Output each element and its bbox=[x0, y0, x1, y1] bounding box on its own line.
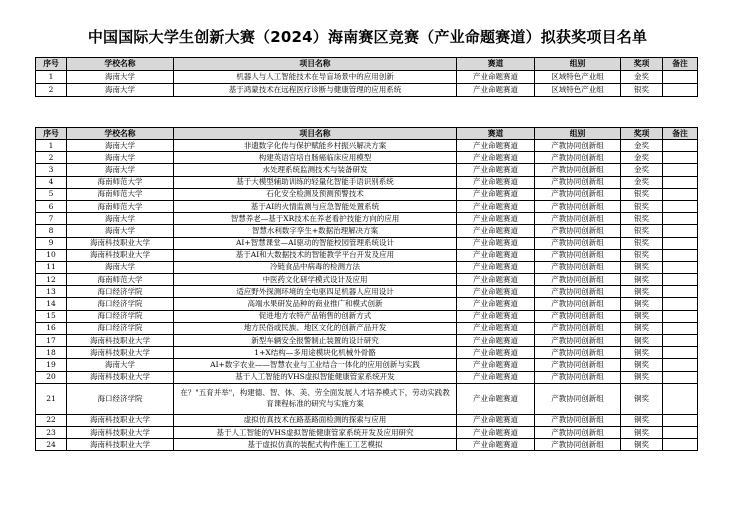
cell-track: 产业命题赛道 bbox=[457, 152, 535, 164]
cell-no: 2 bbox=[36, 152, 67, 164]
page-title: 中国国际大学生创新大赛（2024）海南赛区竞赛（产业命题赛道）拟获奖项目名单 bbox=[87, 28, 648, 46]
cell-group: 产教协同创新组 bbox=[535, 164, 621, 176]
table-row bbox=[36, 347, 698, 359]
cell-no: 24 bbox=[36, 439, 67, 451]
cell-school: 海口经济学院 bbox=[67, 298, 174, 310]
cell-group: 区域特色产业组 bbox=[535, 84, 621, 97]
cell-track: 产业命题赛道 bbox=[457, 322, 535, 334]
header-note: 备注 bbox=[663, 58, 698, 71]
cell-project: 智慧水利数字孪生+数据治理解决方案 bbox=[174, 225, 457, 237]
cell-award: 铜奖 bbox=[621, 383, 663, 414]
cell-note bbox=[663, 383, 698, 414]
header-school: 学校名称 bbox=[67, 58, 174, 71]
cell-no: 18 bbox=[36, 347, 67, 359]
cell-school: 海口经济学院 bbox=[67, 383, 174, 414]
table-row bbox=[36, 298, 698, 310]
cell-track: 产业命题赛道 bbox=[457, 140, 535, 152]
cell-group: 产教协同创新组 bbox=[535, 176, 621, 188]
table-row bbox=[36, 188, 698, 200]
cell-award: 金奖 bbox=[621, 152, 663, 164]
cell-project: 冷链食品中病毒的检测方法 bbox=[174, 261, 457, 273]
cell-group: 产教协同创新组 bbox=[535, 188, 621, 200]
cell-note bbox=[663, 371, 698, 383]
cell-school: 海口经济学院 bbox=[67, 322, 174, 334]
table-row bbox=[36, 176, 698, 188]
cell-group: 产教协同创新组 bbox=[535, 140, 621, 152]
cell-track: 产业命题赛道 bbox=[457, 84, 535, 97]
cell-note bbox=[663, 414, 698, 426]
table-header-row bbox=[36, 58, 698, 71]
cell-track: 产业命题赛道 bbox=[457, 237, 535, 249]
cell-award: 金奖 bbox=[621, 176, 663, 188]
cell-track: 产业命题赛道 bbox=[457, 188, 535, 200]
cell-group: 产教协同创新组 bbox=[535, 225, 621, 237]
header-project: 项目名称 bbox=[174, 58, 457, 71]
cell-award: 银奖 bbox=[621, 213, 663, 225]
cell-note bbox=[663, 71, 698, 84]
cell-track: 产业命题赛道 bbox=[457, 383, 535, 414]
cell-project: 基于人工智能的VHS虚拟智能健康管家系统开发及应用研究 bbox=[174, 426, 457, 438]
table-row bbox=[36, 322, 698, 334]
cell-award: 铜奖 bbox=[621, 414, 663, 426]
cell-note bbox=[663, 261, 698, 273]
regional-industry-table bbox=[35, 57, 698, 97]
cell-group: 产教协同创新组 bbox=[535, 371, 621, 383]
cell-school: 海南科技职业大学 bbox=[67, 237, 174, 249]
cell-project: 适应野外探测环境的全电驱四足机器人应用设计 bbox=[174, 286, 457, 298]
cell-note bbox=[663, 164, 698, 176]
table-row bbox=[36, 261, 698, 273]
cell-no: 2 bbox=[36, 84, 67, 97]
cell-group: 产教协同创新组 bbox=[535, 213, 621, 225]
cell-no: 6 bbox=[36, 200, 67, 212]
cell-track: 产业命题赛道 bbox=[457, 249, 535, 261]
cell-school: 海南科技职业大学 bbox=[67, 347, 174, 359]
cell-award: 金奖 bbox=[621, 164, 663, 176]
cell-group: 产教协同创新组 bbox=[535, 274, 621, 286]
table-row bbox=[36, 383, 698, 414]
cell-school: 海南科技职业大学 bbox=[67, 371, 174, 383]
cell-no: 9 bbox=[36, 237, 67, 249]
header-group: 组别 bbox=[535, 58, 621, 71]
cell-note bbox=[663, 274, 698, 286]
cell-school: 海南师范大学 bbox=[67, 200, 174, 212]
cell-school: 海口经济学院 bbox=[67, 310, 174, 322]
cell-track: 产业命题赛道 bbox=[457, 286, 535, 298]
cell-note bbox=[663, 225, 698, 237]
cell-project: 在？"五育并举"，构建德、智、体、美、劳全面发展人才培养模式下，劳动实践教育课程标准的研究与实施方案 bbox=[174, 383, 457, 414]
cell-project: 基于虚拟仿真的装配式构件施工工艺模拟 bbox=[174, 439, 457, 451]
table-row bbox=[36, 225, 698, 237]
cell-school: 海南大学 bbox=[67, 359, 174, 371]
cell-group: 产教协同创新组 bbox=[535, 359, 621, 371]
cell-school: 海南大学 bbox=[67, 152, 174, 164]
cell-project: 水处理系统监测技术与装备研发 bbox=[174, 164, 457, 176]
cell-note bbox=[663, 176, 698, 188]
cell-group: 产教协同创新组 bbox=[535, 261, 621, 273]
cell-project: 新型车辆安全报警制止装置的设计研究 bbox=[174, 335, 457, 347]
cell-note bbox=[663, 310, 698, 322]
cell-note bbox=[663, 335, 698, 347]
cell-project: 智慧养老—基于XR技术在养老看护技能方向的应用 bbox=[174, 213, 457, 225]
cell-no: 8 bbox=[36, 225, 67, 237]
cell-school: 海南科技职业大学 bbox=[67, 414, 174, 426]
cell-group: 产教协同创新组 bbox=[535, 383, 621, 414]
cell-no: 19 bbox=[36, 359, 67, 371]
cell-project: 地方民俗或民族、地区文化的创新产品开发 bbox=[174, 322, 457, 334]
table-row bbox=[36, 152, 698, 164]
cell-award: 铜奖 bbox=[621, 371, 663, 383]
cell-track: 产业命题赛道 bbox=[457, 426, 535, 438]
cell-school: 海南大学 bbox=[67, 225, 174, 237]
cell-award: 铜奖 bbox=[621, 439, 663, 451]
cell-award: 银奖 bbox=[621, 249, 663, 261]
table-header-row bbox=[36, 128, 698, 140]
cell-school: 海南科技职业大学 bbox=[67, 249, 174, 261]
cell-group: 产教协同创新组 bbox=[535, 249, 621, 261]
header-track: 赛道 bbox=[457, 58, 535, 71]
cell-project: 促进地方农特产品销售的创新方式 bbox=[174, 310, 457, 322]
cell-note bbox=[663, 359, 698, 371]
cell-track: 产业命题赛道 bbox=[457, 439, 535, 451]
cell-group: 产教协同创新组 bbox=[535, 298, 621, 310]
table-row bbox=[36, 359, 698, 371]
cell-no: 7 bbox=[36, 213, 67, 225]
header-project: 项目名称 bbox=[174, 128, 457, 140]
cell-track: 产业命题赛道 bbox=[457, 310, 535, 322]
table-row bbox=[36, 426, 698, 438]
table-row bbox=[36, 164, 698, 176]
cell-project: 基于人工智能的VHS虚拟智能健康管家系统开发 bbox=[174, 371, 457, 383]
cell-no: 1 bbox=[36, 140, 67, 152]
cell-no: 17 bbox=[36, 335, 67, 347]
table-row bbox=[36, 140, 698, 152]
cell-track: 产业命题赛道 bbox=[457, 335, 535, 347]
cell-award: 铜奖 bbox=[621, 286, 663, 298]
cell-group: 产教协同创新组 bbox=[535, 152, 621, 164]
cell-school: 海南师范大学 bbox=[67, 188, 174, 200]
header-school: 学校名称 bbox=[67, 128, 174, 140]
cell-note bbox=[663, 347, 698, 359]
cell-award: 金奖 bbox=[621, 71, 663, 84]
cell-group: 产教协同创新组 bbox=[535, 322, 621, 334]
cell-award: 铜奖 bbox=[621, 426, 663, 438]
cell-project: 虚拟仿真技术在路基路面检测的探索与应用 bbox=[174, 414, 457, 426]
cell-group: 区域特色产业组 bbox=[535, 71, 621, 84]
cell-project: 基于鸿蒙技术在远程医疗诊断与健康管理的应用系统 bbox=[174, 84, 457, 97]
cell-no: 5 bbox=[36, 188, 67, 200]
cell-award: 银奖 bbox=[621, 188, 663, 200]
cell-track: 产业命题赛道 bbox=[457, 164, 535, 176]
table-row bbox=[36, 439, 698, 451]
cell-group: 产教协同创新组 bbox=[535, 310, 621, 322]
cell-note bbox=[663, 322, 698, 334]
table-row bbox=[36, 310, 698, 322]
table-row bbox=[36, 84, 698, 97]
cell-track: 产业命题赛道 bbox=[457, 274, 535, 286]
table-row bbox=[36, 274, 698, 286]
cell-project: 机器人与人工智能技术在导盲场景中的应用创新 bbox=[174, 71, 457, 84]
cell-award: 银奖 bbox=[621, 84, 663, 97]
cell-track: 产业命题赛道 bbox=[457, 176, 535, 188]
cell-school: 海南科技职业大学 bbox=[67, 426, 174, 438]
cell-group: 产教协同创新组 bbox=[535, 335, 621, 347]
cell-school: 海南大学 bbox=[67, 164, 174, 176]
cell-school: 海南大学 bbox=[67, 213, 174, 225]
table-row bbox=[36, 213, 698, 225]
cell-group: 产教协同创新组 bbox=[535, 200, 621, 212]
cell-school: 海南科技职业大学 bbox=[67, 335, 174, 347]
cell-project: 构建英语官培自肠癌临床应用模型 bbox=[174, 152, 457, 164]
header-award: 奖项 bbox=[621, 128, 663, 140]
cell-note bbox=[663, 152, 698, 164]
cell-note bbox=[663, 237, 698, 249]
cell-project: 基于大模型辅助训练的轻量化智能手语识别系统 bbox=[174, 176, 457, 188]
cell-project: 基于AI和大数据技术的智能教学平台开发及应用 bbox=[174, 249, 457, 261]
cell-note bbox=[663, 188, 698, 200]
cell-note bbox=[663, 298, 698, 310]
cell-no: 4 bbox=[36, 176, 67, 188]
table-row bbox=[36, 200, 698, 212]
cell-track: 产业命题赛道 bbox=[457, 71, 535, 84]
cell-no: 13 bbox=[36, 286, 67, 298]
cell-no: 23 bbox=[36, 426, 67, 438]
cell-group: 产教协同创新组 bbox=[535, 237, 621, 249]
cell-school: 海南大学 bbox=[67, 261, 174, 273]
cell-project: AI+智慧课堂—AI驱动的智能校园管理系统设计 bbox=[174, 237, 457, 249]
cell-no: 10 bbox=[36, 249, 67, 261]
cell-no: 20 bbox=[36, 371, 67, 383]
cell-school: 海南大学 bbox=[67, 71, 174, 84]
cell-school: 海南大学 bbox=[67, 84, 174, 97]
table-row bbox=[36, 286, 698, 298]
cell-note bbox=[663, 286, 698, 298]
collaboration-table bbox=[35, 127, 698, 451]
cell-award: 铜奖 bbox=[621, 322, 663, 334]
cell-school: 海南师范大学 bbox=[67, 274, 174, 286]
cell-track: 产业命题赛道 bbox=[457, 213, 535, 225]
cell-group: 产教协同创新组 bbox=[535, 439, 621, 451]
cell-award: 铜奖 bbox=[621, 298, 663, 310]
cell-group: 产教协同创新组 bbox=[535, 414, 621, 426]
cell-project: 非遗数字化传与保护赋能乡村振兴解决方案 bbox=[174, 140, 457, 152]
cell-track: 产业命题赛道 bbox=[457, 298, 535, 310]
cell-track: 产业命题赛道 bbox=[457, 414, 535, 426]
table-row bbox=[36, 335, 698, 347]
cell-note bbox=[663, 439, 698, 451]
cell-no: 11 bbox=[36, 261, 67, 273]
cell-project: 1+X结构—多用途模块化机械外骨骼 bbox=[174, 347, 457, 359]
cell-project: 石化安全检测及预测预警技术 bbox=[174, 188, 457, 200]
cell-no: 15 bbox=[36, 310, 67, 322]
cell-award: 铜奖 bbox=[621, 335, 663, 347]
cell-school: 海南科技职业大学 bbox=[67, 439, 174, 451]
table-row bbox=[36, 71, 698, 84]
cell-award: 银奖 bbox=[621, 237, 663, 249]
cell-note bbox=[663, 426, 698, 438]
cell-note bbox=[663, 140, 698, 152]
cell-group: 产教协同创新组 bbox=[535, 347, 621, 359]
cell-project: 中医药文化研学模式设计及应用 bbox=[174, 274, 457, 286]
header-no: 序号 bbox=[36, 128, 67, 140]
cell-project: 高端水果研发品种的商业推广和模式创新 bbox=[174, 298, 457, 310]
cell-award: 铜奖 bbox=[621, 359, 663, 371]
cell-award: 银奖 bbox=[621, 200, 663, 212]
cell-no: 12 bbox=[36, 274, 67, 286]
cell-project: 基于AI的火情监测与应急智能处置系统 bbox=[174, 200, 457, 212]
table-row bbox=[36, 414, 698, 426]
cell-note bbox=[663, 200, 698, 212]
table-row bbox=[36, 371, 698, 383]
cell-group: 产教协同创新组 bbox=[535, 286, 621, 298]
cell-award: 铜奖 bbox=[621, 347, 663, 359]
cell-note bbox=[663, 84, 698, 97]
cell-award: 金奖 bbox=[621, 140, 663, 152]
cell-group: 产教协同创新组 bbox=[535, 426, 621, 438]
cell-track: 产业命题赛道 bbox=[457, 225, 535, 237]
cell-track: 产业命题赛道 bbox=[457, 261, 535, 273]
cell-award: 铜奖 bbox=[621, 310, 663, 322]
header-note: 备注 bbox=[663, 128, 698, 140]
header-award: 奖项 bbox=[621, 58, 663, 71]
cell-school: 海南大学 bbox=[67, 140, 174, 152]
cell-note bbox=[663, 249, 698, 261]
cell-note bbox=[663, 213, 698, 225]
cell-award: 铜奖 bbox=[621, 274, 663, 286]
table-row bbox=[36, 237, 698, 249]
table-row bbox=[36, 249, 698, 261]
cell-school: 海口经济学院 bbox=[67, 286, 174, 298]
cell-school: 海南师范大学 bbox=[67, 176, 174, 188]
header-track: 赛道 bbox=[457, 128, 535, 140]
cell-award: 银奖 bbox=[621, 225, 663, 237]
header-no: 序号 bbox=[36, 58, 67, 71]
cell-no: 14 bbox=[36, 298, 67, 310]
cell-no: 3 bbox=[36, 164, 67, 176]
header-group: 组别 bbox=[535, 128, 621, 140]
cell-no: 22 bbox=[36, 414, 67, 426]
cell-project: AI+数字农业——智慧农业与工业结合一体化的应用创新与实践 bbox=[174, 359, 457, 371]
cell-award: 铜奖 bbox=[621, 261, 663, 273]
cell-track: 产业命题赛道 bbox=[457, 200, 535, 212]
cell-no: 21 bbox=[36, 383, 67, 414]
cell-track: 产业命题赛道 bbox=[457, 371, 535, 383]
cell-track: 产业命题赛道 bbox=[457, 347, 535, 359]
cell-track: 产业命题赛道 bbox=[457, 359, 535, 371]
cell-no: 1 bbox=[36, 71, 67, 84]
cell-no: 16 bbox=[36, 322, 67, 334]
